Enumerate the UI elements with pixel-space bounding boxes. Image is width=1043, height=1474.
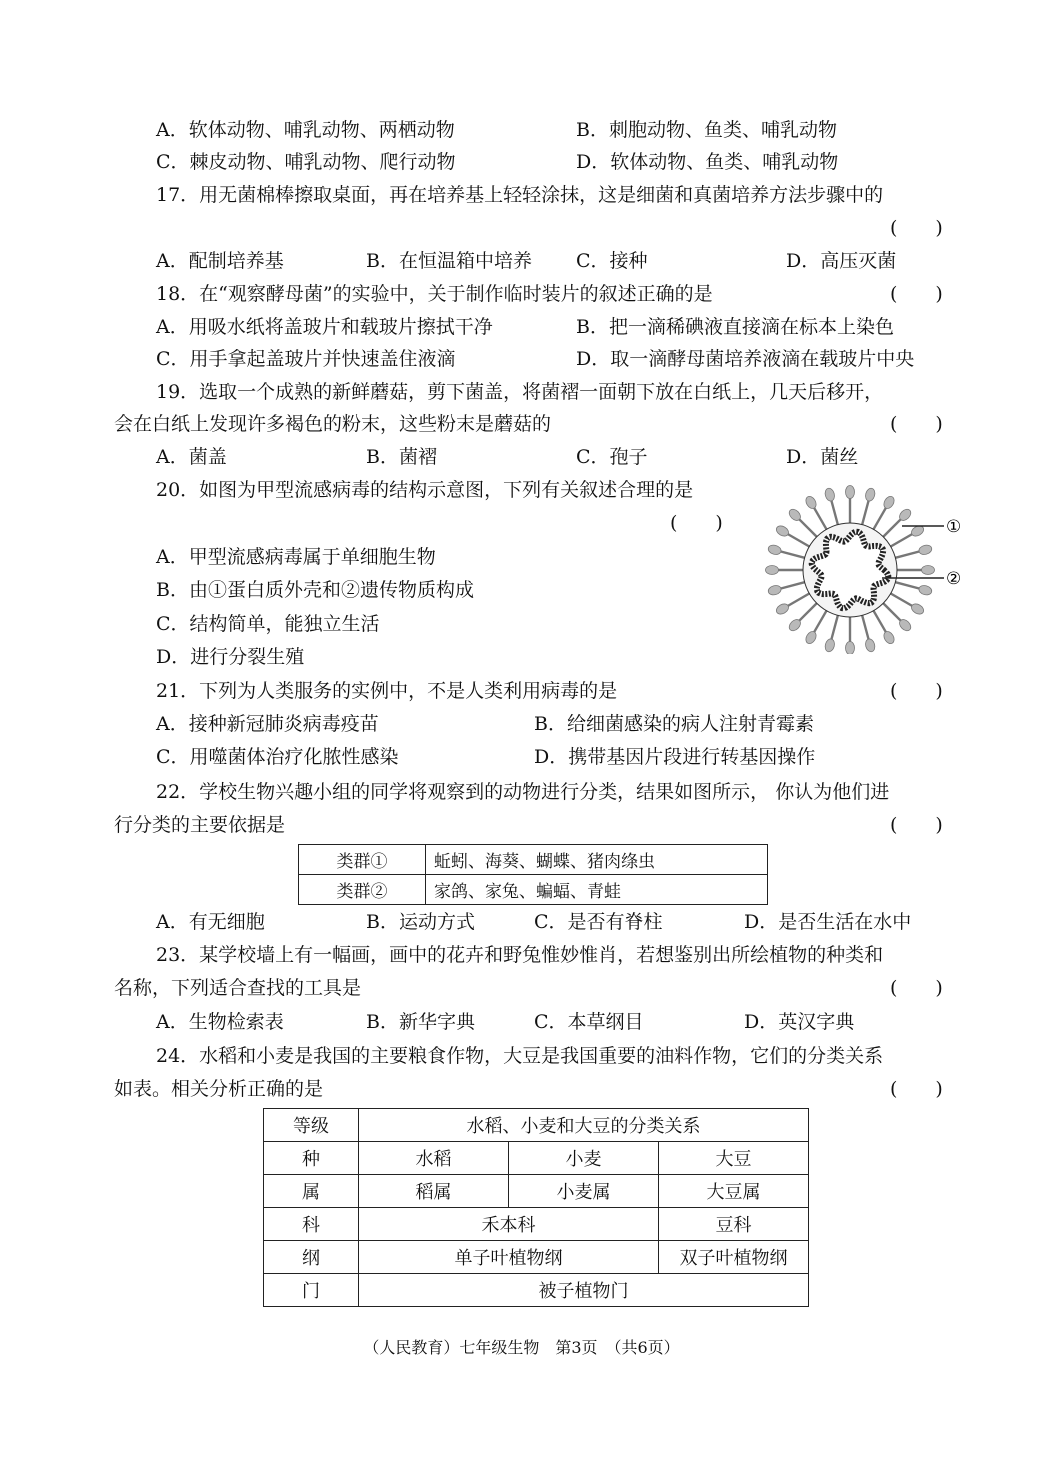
animal-group-table	[298, 844, 768, 905]
q18-option-c: C．用手拿起盖玻片并快速盖住液滴	[156, 348, 456, 370]
species-rice: 水稻	[359, 1142, 509, 1175]
table-row	[264, 1274, 809, 1307]
q22-option-a: A．有无细胞	[156, 911, 265, 933]
q21-option-d: D．携带基因片段进行转基因操作	[534, 746, 816, 768]
q19-stem-line2: 会在白纸上发现许多褐色的粉末，这些粉末是蘑菇的	[114, 413, 552, 435]
virus-spike	[873, 506, 887, 530]
genus-wheat: 小麦属	[509, 1175, 659, 1208]
virus-spike	[798, 603, 818, 623]
q17-option-d: D．高压灭菌	[786, 250, 897, 272]
virus-spike	[813, 506, 827, 530]
phylum-label: 门	[264, 1274, 359, 1307]
q18-option-b: B．把一滴稀碘液直接滴在标本上染色	[576, 316, 894, 338]
q23-answer-bracket: ( )	[890, 977, 943, 999]
virus-spike-tip	[767, 544, 782, 556]
q17-answer-bracket: ( )	[890, 217, 943, 239]
q20-option-c: C．结构简单，能独立生活	[156, 613, 380, 635]
virus-spike	[873, 610, 887, 634]
q17-stem: 17．用无菌棉棒擦取桌面，再在培养基上轻轻涂抹，这是细菌和真菌培养方法步骤中的	[156, 184, 884, 206]
virus-spike	[862, 614, 869, 641]
q20-option-a: A．甲型流感病毒属于单细胞生物	[156, 546, 436, 568]
virus-spike-tip	[804, 495, 818, 511]
q16-option-c: C．棘皮动物、哺乳动物、爬行动物	[156, 151, 456, 173]
virus-spike-tip	[775, 602, 791, 616]
q23-stem-line2: 名称，下列适合查找的工具是	[114, 977, 362, 999]
virus-spike-tip	[864, 487, 876, 502]
virus-spike	[894, 582, 921, 589]
virus-spike	[779, 551, 806, 558]
virus-spike	[786, 593, 810, 607]
virus-spike	[786, 533, 810, 547]
q19-option-c: C．孢子	[576, 446, 648, 468]
table-row	[264, 1142, 809, 1175]
table-row	[264, 1175, 809, 1208]
q22-option-d: D．是否生活在水中	[744, 911, 912, 933]
q17-option-c: C．接种	[576, 250, 648, 272]
q19-option-d: D．菌丝	[786, 446, 859, 468]
q19-option-b: B．菌褶	[366, 446, 437, 468]
group-1-members: 蚯蚓、海葵、蝴蝶、猪肉绦虫	[426, 845, 768, 875]
virus-spike-tip	[882, 495, 896, 511]
virus-spike-tip	[910, 602, 926, 616]
q21-answer-bracket: ( )	[890, 680, 943, 702]
virus-spike-tip	[767, 584, 782, 596]
header-level: 等级	[264, 1109, 359, 1142]
table-row	[264, 1109, 809, 1142]
virus-spike	[862, 499, 869, 526]
q22-option-c: C．是否有脊柱	[534, 911, 663, 933]
page-footer: （人民教育）七年级生物 第3页 （共6页）	[363, 1338, 680, 1357]
q22-stem-line1: 22．学校生物兴趣小组的同学将观察到的动物进行分类，结果如图所示， 你认为他们进	[156, 781, 890, 803]
virus-spike-tip	[882, 630, 896, 646]
virus-spike-tip	[824, 638, 836, 653]
table-row	[264, 1208, 809, 1241]
q19-answer-bracket: ( )	[890, 413, 943, 435]
virus-spike	[883, 603, 903, 623]
q23-option-a: A．生物检索表	[156, 1011, 284, 1033]
table-row	[264, 1241, 809, 1274]
virus-spike	[894, 551, 921, 558]
q21-option-c: C．用噬菌体治疗化脓性感染	[156, 746, 399, 768]
genus-label: 属	[264, 1175, 359, 1208]
q17-option-a: A．配制培养基	[156, 250, 284, 272]
q22-option-b: B．运动方式	[366, 911, 475, 933]
class-label: 纲	[264, 1241, 359, 1274]
virus-spike	[890, 533, 914, 547]
group-1-label: 类群①	[299, 845, 426, 875]
virus-spike-tip	[918, 544, 933, 556]
group-2-label: 类群②	[299, 875, 426, 905]
species-soybean: 大豆	[659, 1142, 809, 1175]
q24-stem-line1: 24．水稻和小麦是我国的主要粮食作物，大豆是我国重要的油料作物，它们的分类关系	[156, 1045, 884, 1067]
family-poaceae: 禾本科	[359, 1208, 659, 1241]
q16-option-b: B．刺胞动物、鱼类、哺乳动物	[576, 119, 837, 141]
family-label: 科	[264, 1208, 359, 1241]
virus-spike-tip	[775, 524, 791, 538]
virus-spike	[779, 582, 806, 589]
virus-spike-tip	[846, 486, 855, 499]
q21-option-a: A．接种新冠肺炎病毒疫苗	[156, 713, 379, 735]
q21-option-b: B．给细菌感染的病人注射青霉素	[534, 713, 814, 735]
virus-spike-tip	[846, 642, 855, 655]
class-dicot: 双子叶植物纲	[659, 1241, 809, 1274]
q22-answer-bracket: ( )	[890, 814, 943, 836]
virus-spike-tip	[864, 638, 876, 653]
class-monocot: 单子叶植物纲	[359, 1241, 659, 1274]
virus-label-2: ②	[946, 569, 962, 589]
table-row	[299, 875, 768, 905]
q23-stem-line1: 23．某学校墙上有一幅画，画中的花卉和野兔惟妙惟肖，若想鉴别出所绘植物的种类和	[156, 944, 884, 966]
q21-stem: 21．下列为人类服务的实例中，不是人类利用病毒的是	[156, 680, 618, 702]
virus-spike	[798, 518, 818, 538]
q24-stem-line2: 如表。相关分析正确的是	[114, 1078, 324, 1100]
virus-spike	[813, 610, 827, 634]
virus-spike	[831, 614, 838, 641]
q19-option-a: A．菌盖	[156, 446, 227, 468]
q23-option-b: B．新华字典	[366, 1011, 475, 1033]
q20-stem: 20．如图为甲型流感病毒的结构示意图，下列有关叙述合理的是	[156, 479, 694, 501]
table-row	[299, 845, 768, 875]
q18-option-a: A．用吸水纸将盖玻片和载玻片擦拭干净	[156, 316, 493, 338]
virus-spike-tip	[918, 584, 933, 596]
q18-answer-bracket: ( )	[890, 283, 943, 305]
q23-option-d: D．英汉字典	[744, 1011, 855, 1033]
q20-option-b: B．由①蛋白质外壳和②遗传物质构成	[156, 579, 474, 601]
virus-spike	[890, 593, 914, 607]
q16-option-d: D．软体动物、鱼类、哺乳动物	[576, 151, 839, 173]
species-wheat: 小麦	[509, 1142, 659, 1175]
q18-option-d: D．取一滴酵母菌培养液滴在载玻片中央	[576, 348, 915, 370]
q17-option-b: B．在恒温箱中培养	[366, 250, 532, 272]
species-label: 种	[264, 1142, 359, 1175]
genus-soybean: 大豆属	[659, 1175, 809, 1208]
header-title: 水稻、小麦和大豆的分类关系	[359, 1109, 809, 1142]
genus-rice: 稻属	[359, 1175, 509, 1208]
virus-spike	[831, 499, 838, 526]
q16-option-a: A．软体动物、哺乳动物、两栖动物	[156, 119, 455, 141]
q23-option-c: C．本草纲目	[534, 1011, 644, 1033]
group-2-members: 家鸽、家兔、蝙蝠、青蛙	[426, 875, 768, 905]
q20-option-d: D．进行分裂生殖	[156, 646, 305, 668]
q24-answer-bracket: ( )	[890, 1078, 943, 1100]
influenza-virus-diagram	[764, 484, 974, 654]
q18-stem: 18．在“观察酵母菌”的实验中，关于制作临时装片的叙述正确的是	[156, 283, 713, 305]
classification-table	[263, 1108, 809, 1307]
q22-stem-line2: 行分类的主要依据是	[114, 814, 286, 836]
virus-spike	[883, 518, 903, 538]
family-fabaceae: 豆科	[659, 1208, 809, 1241]
virus-spike-tip	[824, 487, 836, 502]
virus-spike-tip	[766, 566, 779, 575]
virus-spike-tip	[804, 630, 818, 646]
phylum-angiosperm: 被子植物门	[359, 1274, 809, 1307]
virus-spike-tip	[922, 566, 935, 575]
q19-stem-line1: 19．选取一个成熟的新鲜蘑菇，剪下菌盖，将菌褶一面朝下放在白纸上，几天后移开，	[156, 381, 884, 403]
virus-label-1: ①	[946, 517, 962, 537]
q20-answer-bracket: ( )	[670, 512, 723, 534]
